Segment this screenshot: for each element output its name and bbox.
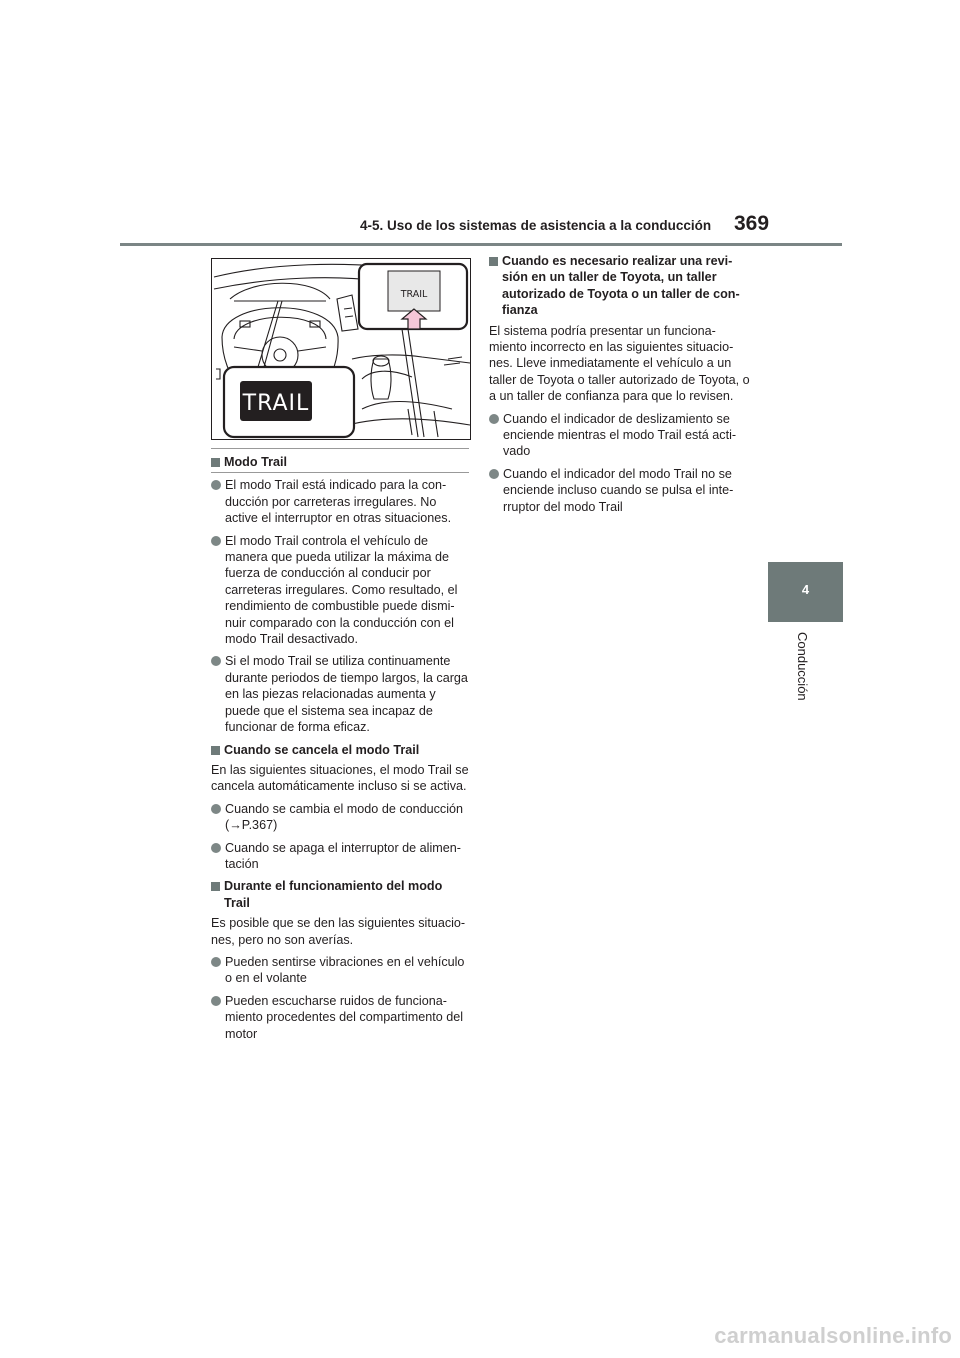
heading-modo-trail: Modo Trail bbox=[211, 454, 469, 473]
right-column bbox=[489, 253, 754, 521]
heading-service: Cuando es necesario realizar una revi- sión en un taller de Toyota, un taller autorizado de Toyota o un taller de con- fianza bbox=[489, 253, 754, 319]
list-item: Si el modo Trail se utiliza continuamente durante periodos de tiempo largos, la carga en las piezas relacionadas aumenta y puede que el sistema sea incapaz de funcionar de forma eficaz. bbox=[211, 653, 469, 735]
paragraph: El sistema podría presentar un funciona- miento incorrecto en las siguientes situacio- nes. Lleve inmediatamente el vehículo a un taller de Toyota o taller autorizado de Toyota, o a un taller de confianza para que lo revisen. bbox=[489, 323, 750, 404]
watermark: carmanualsonline.info bbox=[714, 1323, 952, 1348]
dashboard-drawing bbox=[212, 259, 470, 439]
illustration-rule bbox=[211, 448, 469, 449]
section-title: 4-5. Uso de los sistemas de asistencia a la conducción bbox=[360, 218, 712, 233]
list-item: Pueden sentirse vibraciones en el vehículo o en el volante bbox=[211, 954, 469, 987]
chapter-tab[interactable] bbox=[768, 562, 843, 622]
list-item: Cuando el indicador de deslizamiento se enciende mientras el modo Trail está acti- vado bbox=[489, 411, 754, 460]
left-column bbox=[211, 454, 469, 1048]
list-item: Cuando el indicador del modo Trail no se enciende incluso cuando se pulsa el inte- rruptor del modo Trail bbox=[489, 466, 754, 515]
page-number: 369 bbox=[734, 212, 770, 235]
header-rule bbox=[120, 243, 842, 246]
chapter-label: Conducción bbox=[795, 632, 810, 701]
heading-cancel: Cuando se cancela el modo Trail bbox=[211, 742, 469, 758]
trail-button-label: TRAIL bbox=[400, 289, 428, 300]
heading-operation: Durante el funcionamiento del modo Trail bbox=[211, 878, 469, 911]
list-item: Cuando se apaga el interruptor de alimen- tación bbox=[211, 840, 469, 873]
chapter-number: 4 bbox=[801, 582, 810, 597]
list-item: El modo Trail está indicado para la con- ducción por carreteras irregulares. No active el interruptor en otras situaciones. bbox=[211, 477, 469, 526]
list-item: Pueden escucharse ruidos de funciona- miento procedentes del compartimento del motor bbox=[211, 993, 469, 1042]
trail-indicator-label: TRAIL bbox=[242, 391, 310, 416]
list-item: El modo Trail controla el vehículo de manera que pueda utilizar la máxima de fuerza de conducción al conducir por carreteras irregulares. Como resultado, el rendimiento de combustible puede dismi- nuir comparado con la conducción con el modo Trail desactivado. bbox=[211, 533, 469, 648]
paragraph: Es posible que se den las siguientes situacio- nes, pero no son averías. bbox=[211, 916, 466, 947]
paragraph: En las siguientes situaciones, el modo Trail se cancela automáticamente incluso si se activa. bbox=[211, 762, 469, 794]
trail-switch-illustration bbox=[211, 258, 471, 440]
list-item: Cuando se cambia el modo de conducción (→P.367) bbox=[211, 801, 469, 834]
